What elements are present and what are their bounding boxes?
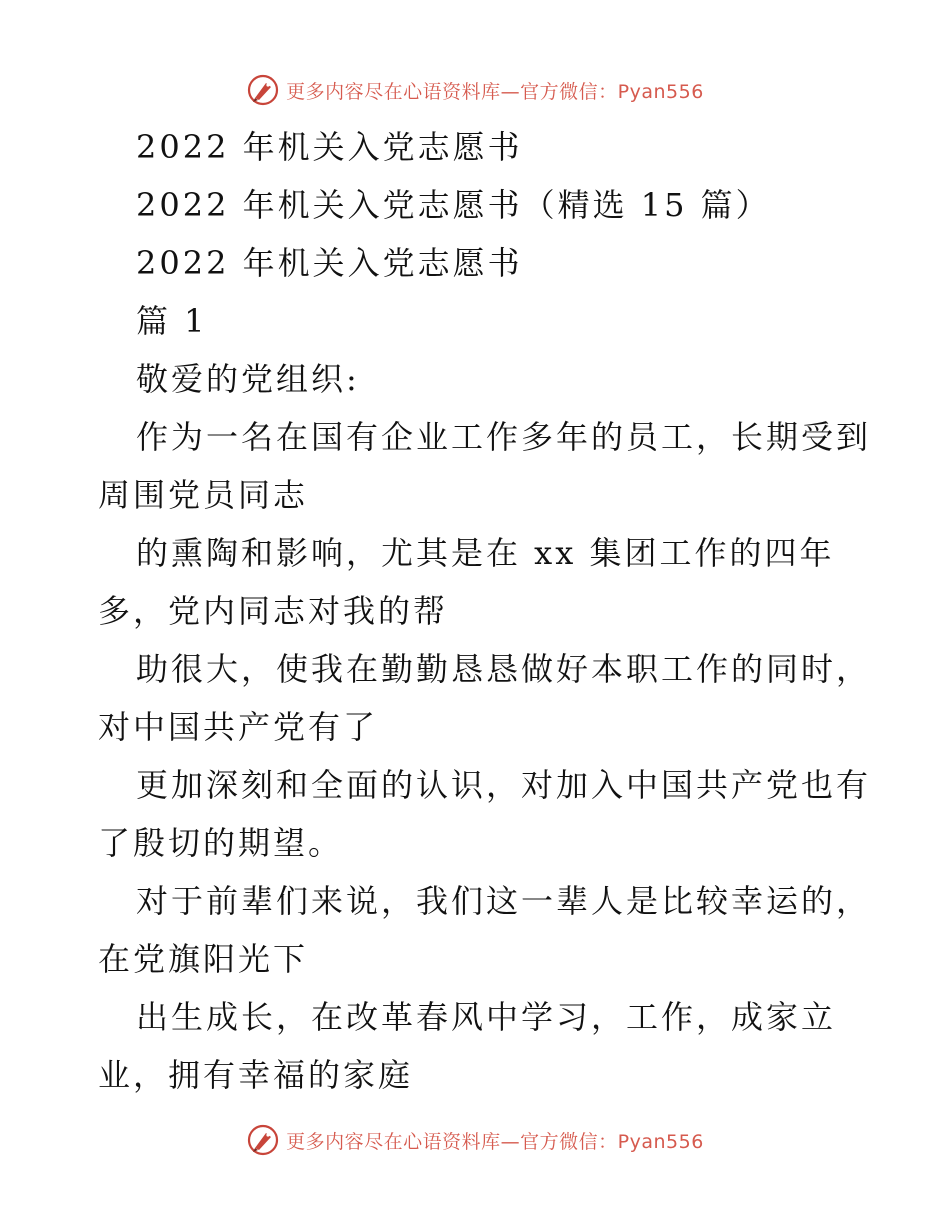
doc-line: 助很大，使我在勤勤恳恳做好本职工作的同时， (136, 650, 872, 688)
footer-banner (0, 1120, 950, 1160)
doc-line: 在党旗阳光下 (98, 940, 309, 978)
doc-line: 业，拥有幸福的家庭 (98, 1056, 414, 1094)
doc-line: 2022 年机关入党志愿书（精选 15 篇） (136, 186, 771, 224)
header-banner-text: 更多内容尽在心语资料库—官方微信：Pyan556 (286, 80, 704, 103)
footer-banner-text: 更多内容尽在心语资料库—官方微信：Pyan556 (286, 1130, 704, 1153)
document-body (98, 118, 872, 1104)
doc-line: 多，党内同志对我的帮 (98, 592, 449, 630)
doc-line: 对中国共产党有了 (98, 708, 379, 746)
doc-line: 作为一名在国有企业工作多年的员工，长期受到 (136, 418, 872, 456)
doc-line: 2022 年机关入党志愿书 (136, 128, 523, 166)
pen-nib-logo-icon (246, 73, 280, 107)
doc-line: 了殷切的期望。 (98, 824, 344, 862)
pen-nib-logo-icon (246, 1123, 280, 1157)
doc-line: 更加深刻和全面的认识，对加入中国共产党也有 (136, 766, 872, 804)
header-banner (0, 70, 950, 110)
doc-line: 出生成长，在改革春风中学习，工作，成家立 (136, 998, 837, 1036)
doc-line: 篇 1 (136, 302, 208, 340)
doc-line: 周围党员同志 (98, 476, 309, 514)
doc-line: 敬爱的党组织: (136, 360, 360, 398)
doc-line: 2022 年机关入党志愿书 (136, 244, 523, 282)
doc-line: 对于前辈们来说，我们这一辈人是比较幸运的， (136, 882, 872, 920)
doc-line: 的熏陶和影响，尤其是在 xx 集团工作的四年 (136, 534, 835, 572)
